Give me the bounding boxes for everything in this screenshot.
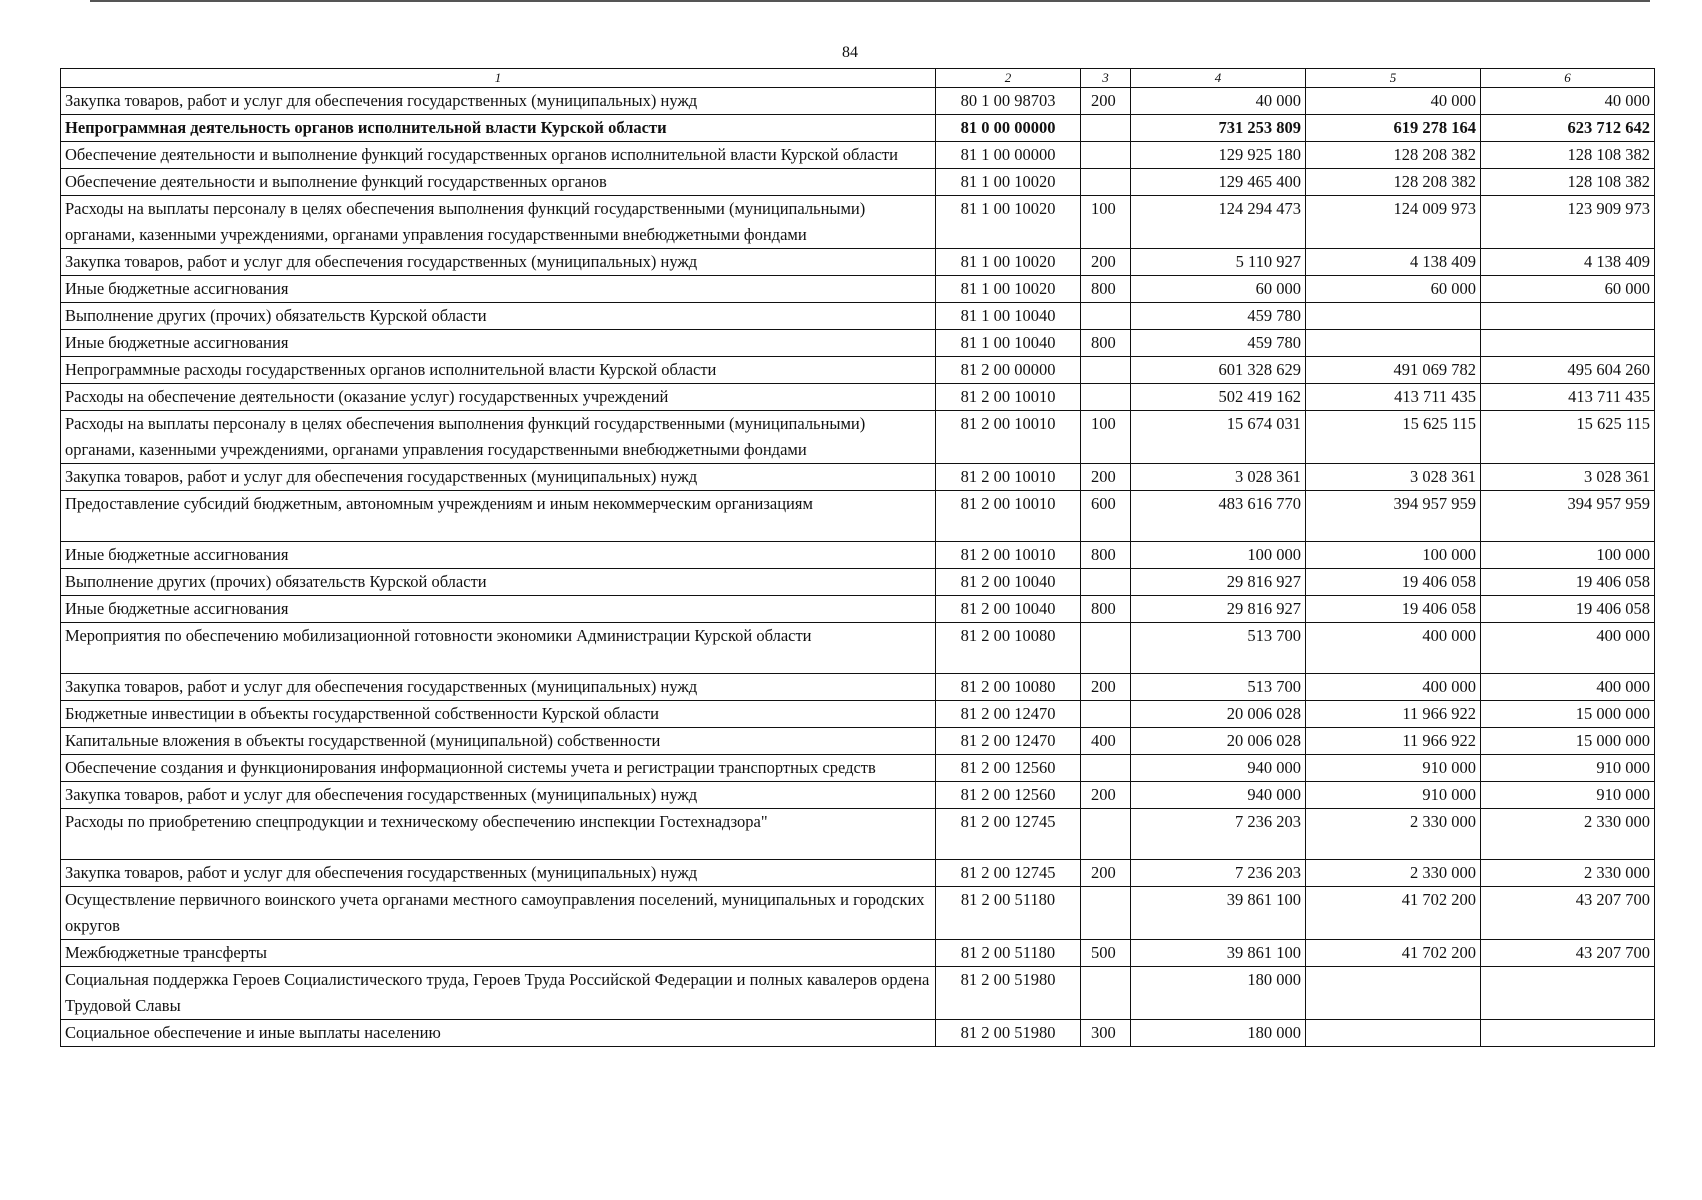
amount-col4-cell: 40 000 (1131, 88, 1306, 115)
amount-col4-cell: 5 110 927 (1131, 249, 1306, 276)
expense-type-code-cell (1081, 357, 1131, 384)
amount-col6-cell: 623 712 642 (1481, 115, 1655, 142)
item-name-cell: Обеспечение деятельности и выполнение функций государственных органов исполнительной власти Курской области (61, 142, 936, 169)
target-article-code-cell: 81 2 00 51180 (936, 940, 1081, 967)
amount-col4-cell: 39 861 100 (1131, 887, 1306, 940)
amount-col4-cell: 29 816 927 (1131, 569, 1306, 596)
table-row (61, 169, 1655, 196)
table-row (61, 249, 1655, 276)
amount-col6-cell: 123 909 973 (1481, 196, 1655, 249)
target-article-code-cell: 81 0 00 00000 (936, 115, 1081, 142)
item-name-cell: Социальная поддержка Героев Социалистического труда, Героев Труда Российской Федерации и полных кавалеров ордена Трудовой Славы (61, 967, 936, 1020)
amount-col6-cell: 3 028 361 (1481, 464, 1655, 491)
expense-type-code-cell: 800 (1081, 596, 1131, 623)
amount-col6-cell: 400 000 (1481, 623, 1655, 674)
amount-col4-cell: 129 925 180 (1131, 142, 1306, 169)
expense-type-code-cell (1081, 303, 1131, 330)
amount-col5-cell: 128 208 382 (1306, 169, 1481, 196)
amount-col5-cell: 100 000 (1306, 542, 1481, 569)
expense-type-code-cell (1081, 115, 1131, 142)
item-name-cell: Закупка товаров, работ и услуг для обеспечения государственных (муниципальных) нужд (61, 464, 936, 491)
item-name-cell: Иные бюджетные ассигнования (61, 596, 936, 623)
expense-type-code-cell (1081, 887, 1131, 940)
item-name-cell: Капитальные вложения в объекты государственной (муниципальной) собственности (61, 728, 936, 755)
amount-col4-cell: 502 419 162 (1131, 384, 1306, 411)
table-row (61, 115, 1655, 142)
top-rule (90, 0, 1650, 2)
amount-col4-cell: 15 674 031 (1131, 411, 1306, 464)
amount-col4-cell: 39 861 100 (1131, 940, 1306, 967)
table-row (61, 384, 1655, 411)
item-name-cell: Мероприятия по обеспечению мобилизационной готовности экономики Администрации Курской области (61, 623, 936, 674)
amount-col4-cell: 29 816 927 (1131, 596, 1306, 623)
column-header: 6 (1481, 69, 1655, 88)
expense-type-code-cell: 200 (1081, 249, 1131, 276)
target-article-code-cell: 81 1 00 10040 (936, 303, 1081, 330)
amount-col5-cell: 124 009 973 (1306, 196, 1481, 249)
target-article-code-cell: 81 1 00 10020 (936, 169, 1081, 196)
amount-col5-cell: 40 000 (1306, 88, 1481, 115)
item-name-cell: Закупка товаров, работ и услуг для обеспечения государственных (муниципальных) нужд (61, 674, 936, 701)
amount-col4-cell: 601 328 629 (1131, 357, 1306, 384)
target-article-code-cell: 81 2 00 10010 (936, 384, 1081, 411)
target-article-code-cell: 81 2 00 51980 (936, 967, 1081, 1020)
table-row (61, 967, 1655, 1020)
table-row (61, 569, 1655, 596)
target-article-code-cell: 81 2 00 10040 (936, 596, 1081, 623)
amount-col4-cell: 7 236 203 (1131, 809, 1306, 860)
amount-col6-cell: 15 000 000 (1481, 728, 1655, 755)
budget-table (60, 68, 1655, 1047)
amount-col5-cell: 60 000 (1306, 276, 1481, 303)
amount-col6-cell: 60 000 (1481, 276, 1655, 303)
target-article-code-cell: 81 2 00 10080 (936, 674, 1081, 701)
table-row (61, 860, 1655, 887)
target-article-code-cell: 81 2 00 12470 (936, 701, 1081, 728)
amount-col5-cell: 400 000 (1306, 623, 1481, 674)
table-row (61, 411, 1655, 464)
amount-col4-cell: 940 000 (1131, 782, 1306, 809)
amount-col6-cell (1481, 303, 1655, 330)
table-row (61, 276, 1655, 303)
amount-col5-cell: 4 138 409 (1306, 249, 1481, 276)
amount-col5-cell: 19 406 058 (1306, 596, 1481, 623)
item-name-cell: Выполнение других (прочих) обязательств Курской области (61, 569, 936, 596)
amount-col5-cell: 619 278 164 (1306, 115, 1481, 142)
item-name-cell: Осуществление первичного воинского учета органами местного самоуправления поселений, муниципальных и городских округов (61, 887, 936, 940)
table-row (61, 330, 1655, 357)
expense-type-code-cell (1081, 142, 1131, 169)
table-row (61, 88, 1655, 115)
amount-col5-cell: 491 069 782 (1306, 357, 1481, 384)
expense-type-code-cell (1081, 169, 1131, 196)
item-name-cell: Предоставление субсидий бюджетным, автономным учреждениям и иным некоммерческим организациям (61, 491, 936, 542)
target-article-code-cell: 81 2 00 10010 (936, 411, 1081, 464)
column-header: 4 (1131, 69, 1306, 88)
amount-col6-cell: 128 108 382 (1481, 169, 1655, 196)
amount-col6-cell: 19 406 058 (1481, 596, 1655, 623)
table-row (61, 142, 1655, 169)
amount-col6-cell: 400 000 (1481, 674, 1655, 701)
amount-col5-cell (1306, 303, 1481, 330)
expense-type-code-cell: 200 (1081, 88, 1131, 115)
item-name-cell: Непрограммная деятельность органов исполнительной власти Курской области (61, 115, 936, 142)
amount-col5-cell (1306, 967, 1481, 1020)
expense-type-code-cell (1081, 569, 1131, 596)
table-row (61, 623, 1655, 674)
table-row (61, 491, 1655, 542)
amount-col6-cell: 2 330 000 (1481, 860, 1655, 887)
item-name-cell: Расходы по приобретению спецпродукции и техническому обеспечению инспекции Гостехнадзора" (61, 809, 936, 860)
target-article-code-cell: 81 2 00 10080 (936, 623, 1081, 674)
target-article-code-cell: 81 2 00 51980 (936, 1020, 1081, 1047)
expense-type-code-cell (1081, 384, 1131, 411)
amount-col5-cell: 413 711 435 (1306, 384, 1481, 411)
amount-col4-cell: 100 000 (1131, 542, 1306, 569)
amount-col6-cell (1481, 330, 1655, 357)
expense-type-code-cell: 800 (1081, 542, 1131, 569)
table-row (61, 809, 1655, 860)
expense-type-code-cell: 300 (1081, 1020, 1131, 1047)
expense-type-code-cell (1081, 967, 1131, 1020)
item-name-cell: Обеспечение деятельности и выполнение функций государственных органов (61, 169, 936, 196)
amount-col6-cell: 15 625 115 (1481, 411, 1655, 464)
target-article-code-cell: 81 2 00 51180 (936, 887, 1081, 940)
amount-col6-cell: 43 207 700 (1481, 887, 1655, 940)
amount-col6-cell: 4 138 409 (1481, 249, 1655, 276)
target-article-code-cell: 81 2 00 00000 (936, 357, 1081, 384)
item-name-cell: Обеспечение создания и функционирования информационной системы учета и регистрации транспортных средств (61, 755, 936, 782)
table-row (61, 357, 1655, 384)
amount-col4-cell: 180 000 (1131, 1020, 1306, 1047)
target-article-code-cell: 81 1 00 00000 (936, 142, 1081, 169)
table-row (61, 782, 1655, 809)
item-name-cell: Закупка товаров, работ и услуг для обеспечения государственных (муниципальных) нужд (61, 782, 936, 809)
amount-col6-cell (1481, 1020, 1655, 1047)
amount-col5-cell: 2 330 000 (1306, 860, 1481, 887)
item-name-cell: Выполнение других (прочих) обязательств Курской области (61, 303, 936, 330)
item-name-cell: Иные бюджетные ассигнования (61, 542, 936, 569)
amount-col6-cell: 495 604 260 (1481, 357, 1655, 384)
expense-type-code-cell: 500 (1081, 940, 1131, 967)
expense-type-code-cell: 200 (1081, 860, 1131, 887)
amount-col6-cell: 100 000 (1481, 542, 1655, 569)
amount-col6-cell: 910 000 (1481, 755, 1655, 782)
column-header: 1 (61, 69, 936, 88)
table-row (61, 755, 1655, 782)
amount-col6-cell: 2 330 000 (1481, 809, 1655, 860)
expense-type-code-cell: 200 (1081, 782, 1131, 809)
item-name-cell: Межбюджетные трансферты (61, 940, 936, 967)
target-article-code-cell: 81 1 00 10020 (936, 196, 1081, 249)
amount-col4-cell: 180 000 (1131, 967, 1306, 1020)
table-row (61, 542, 1655, 569)
item-name-cell: Закупка товаров, работ и услуг для обеспечения государственных (муниципальных) нужд (61, 88, 936, 115)
page-number: 84 (842, 44, 858, 61)
amount-col4-cell: 459 780 (1131, 330, 1306, 357)
table-row (61, 464, 1655, 491)
amount-col5-cell (1306, 330, 1481, 357)
amount-col4-cell: 731 253 809 (1131, 115, 1306, 142)
expense-type-code-cell: 200 (1081, 674, 1131, 701)
expense-type-code-cell: 800 (1081, 276, 1131, 303)
amount-col5-cell: 19 406 058 (1306, 569, 1481, 596)
amount-col4-cell: 483 616 770 (1131, 491, 1306, 542)
table-row (61, 303, 1655, 330)
target-article-code-cell: 81 2 00 12560 (936, 782, 1081, 809)
item-name-cell: Расходы на выплаты персоналу в целях обеспечения выполнения функций государственными (муниципальными) органами, казенными учреждениями, органами управления государственными внебюджетными фондами (61, 196, 936, 249)
amount-col6-cell: 15 000 000 (1481, 701, 1655, 728)
target-article-code-cell: 81 1 00 10020 (936, 249, 1081, 276)
target-article-code-cell: 81 2 00 12560 (936, 755, 1081, 782)
amount-col5-cell: 11 966 922 (1306, 701, 1481, 728)
column-header: 3 (1081, 69, 1131, 88)
amount-col5-cell: 41 702 200 (1306, 887, 1481, 940)
item-name-cell: Закупка товаров, работ и услуг для обеспечения государственных (муниципальных) нужд (61, 249, 936, 276)
amount-col5-cell: 400 000 (1306, 674, 1481, 701)
table-row (61, 196, 1655, 249)
item-name-cell: Иные бюджетные ассигнования (61, 276, 936, 303)
amount-col6-cell: 128 108 382 (1481, 142, 1655, 169)
amount-col4-cell: 513 700 (1131, 623, 1306, 674)
target-article-code-cell: 81 2 00 12745 (936, 860, 1081, 887)
amount-col4-cell: 3 028 361 (1131, 464, 1306, 491)
amount-col5-cell: 2 330 000 (1306, 809, 1481, 860)
item-name-cell: Иные бюджетные ассигнования (61, 330, 936, 357)
budget-table-body (61, 69, 1655, 1047)
expense-type-code-cell (1081, 755, 1131, 782)
amount-col5-cell: 11 966 922 (1306, 728, 1481, 755)
amount-col4-cell: 20 006 028 (1131, 728, 1306, 755)
table-row (61, 940, 1655, 967)
expense-type-code-cell: 100 (1081, 411, 1131, 464)
expense-type-code-cell (1081, 809, 1131, 860)
target-article-code-cell: 81 2 00 12745 (936, 809, 1081, 860)
amount-col4-cell: 60 000 (1131, 276, 1306, 303)
amount-col5-cell: 3 028 361 (1306, 464, 1481, 491)
amount-col5-cell: 910 000 (1306, 755, 1481, 782)
amount-col6-cell: 394 957 959 (1481, 491, 1655, 542)
amount-col6-cell: 43 207 700 (1481, 940, 1655, 967)
table-row (61, 701, 1655, 728)
table-row (61, 1020, 1655, 1047)
table-row (61, 596, 1655, 623)
amount-col5-cell: 41 702 200 (1306, 940, 1481, 967)
amount-col5-cell: 910 000 (1306, 782, 1481, 809)
amount-col5-cell: 128 208 382 (1306, 142, 1481, 169)
column-header-row (61, 69, 1655, 88)
amount-col4-cell: 459 780 (1131, 303, 1306, 330)
item-name-cell: Непрограммные расходы государственных органов исполнительной власти Курской области (61, 357, 936, 384)
amount-col4-cell: 7 236 203 (1131, 860, 1306, 887)
column-header: 5 (1306, 69, 1481, 88)
expense-type-code-cell (1081, 701, 1131, 728)
target-article-code-cell: 81 1 00 10040 (936, 330, 1081, 357)
amount-col6-cell (1481, 967, 1655, 1020)
amount-col6-cell: 910 000 (1481, 782, 1655, 809)
expense-type-code-cell: 200 (1081, 464, 1131, 491)
table-row (61, 887, 1655, 940)
item-name-cell: Закупка товаров, работ и услуг для обеспечения государственных (муниципальных) нужд (61, 860, 936, 887)
expense-type-code-cell: 800 (1081, 330, 1131, 357)
item-name-cell: Бюджетные инвестиции в объекты государственной собственности Курской области (61, 701, 936, 728)
item-name-cell: Расходы на обеспечение деятельности (оказание услуг) государственных учреждений (61, 384, 936, 411)
table-row (61, 674, 1655, 701)
target-article-code-cell: 81 2 00 10010 (936, 464, 1081, 491)
expense-type-code-cell: 600 (1081, 491, 1131, 542)
amount-col5-cell: 394 957 959 (1306, 491, 1481, 542)
target-article-code-cell: 81 2 00 10040 (936, 569, 1081, 596)
amount-col6-cell: 40 000 (1481, 88, 1655, 115)
target-article-code-cell: 81 2 00 10010 (936, 542, 1081, 569)
target-article-code-cell: 81 2 00 10010 (936, 491, 1081, 542)
amount-col4-cell: 940 000 (1131, 755, 1306, 782)
amount-col4-cell: 20 006 028 (1131, 701, 1306, 728)
amount-col4-cell: 513 700 (1131, 674, 1306, 701)
amount-col5-cell: 15 625 115 (1306, 411, 1481, 464)
expense-type-code-cell (1081, 623, 1131, 674)
item-name-cell: Социальное обеспечение и иные выплаты населению (61, 1020, 936, 1047)
expense-type-code-cell: 100 (1081, 196, 1131, 249)
amount-col4-cell: 124 294 473 (1131, 196, 1306, 249)
target-article-code-cell: 80 1 00 98703 (936, 88, 1081, 115)
amount-col5-cell (1306, 1020, 1481, 1047)
table-row (61, 728, 1655, 755)
target-article-code-cell: 81 1 00 10020 (936, 276, 1081, 303)
expense-type-code-cell: 400 (1081, 728, 1131, 755)
amount-col6-cell: 19 406 058 (1481, 569, 1655, 596)
amount-col4-cell: 129 465 400 (1131, 169, 1306, 196)
item-name-cell: Расходы на выплаты персоналу в целях обеспечения выполнения функций государственными (муниципальными) органами, казенными учреждениями, органами управления государственными внебюджетными фондами (61, 411, 936, 464)
amount-col6-cell: 413 711 435 (1481, 384, 1655, 411)
target-article-code-cell: 81 2 00 12470 (936, 728, 1081, 755)
column-header: 2 (936, 69, 1081, 88)
